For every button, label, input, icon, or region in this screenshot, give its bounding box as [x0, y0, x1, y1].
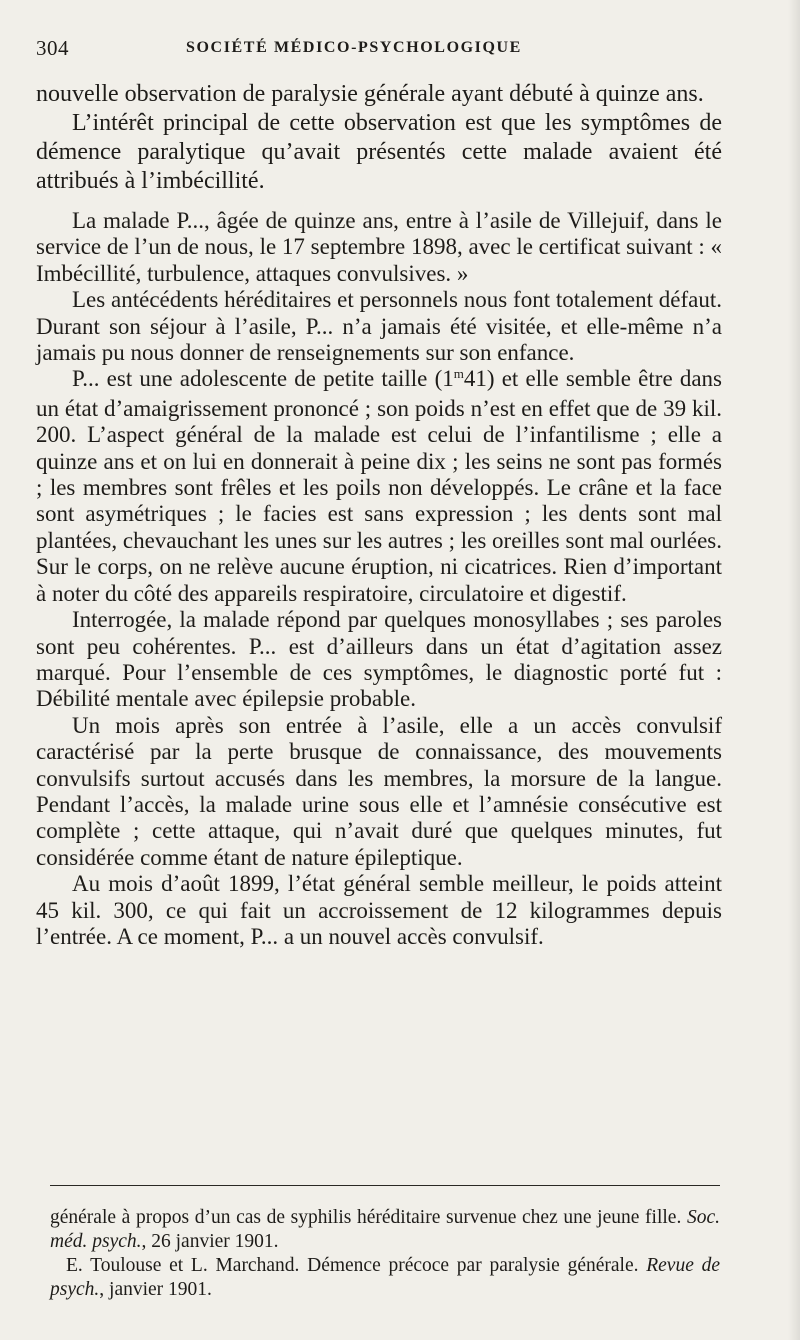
footnotes: [50, 1206, 720, 1302]
body-text: [36, 80, 722, 950]
page-number: 304: [36, 36, 69, 60]
paragraph-examination-start: P... est une adolescente de petite taille (1: [72, 366, 454, 392]
paragraph-continuation: nouvelle observation de paralysie générale ayant débuté à quinze ans.: [36, 81, 704, 107]
paragraph-main-interest: L’intérêt principal de cette observation est que les symptômes de démence paralytique qu’avait présentés cette malade avaient été attribués à l’imbécillité.: [36, 110, 722, 194]
footnote-1-date: , 26 janvier 1901.: [141, 1231, 279, 1252]
footnote-1-journal: Soc. méd. psych.: [50, 1207, 720, 1252]
paragraph-gap: [36, 196, 722, 208]
page-header: [36, 36, 728, 62]
paragraph-examination: [36, 366, 722, 607]
footnote-continuation: [50, 1206, 720, 1254]
footnote-2-journal: Revue de psych.: [50, 1255, 720, 1300]
paragraph-examination-rest: 41) et elle semble être dans un état d’amaigrissement prononcé ; son poids n’est en effet que de 39 kil. 200. L’aspect général de la malade est celui de l’infantilisme ; elle a quinze ans et on lui en donnerait à peine dix ; les seins ne sont pas formés ; les membres sont frêles et les poils non développés. Le crâne et la face sont asymétriques ; le facies est sans expression ; les dents sont mal plantées, chevauchant les unes sur les autres ; les oreilles sont mal ourlées. Sur le corps, on ne relève aucune éruption, ni cicatrices. Rien d’important à noter du côté des appareils respiratoire, circulatoire et digestif.: [36, 366, 722, 606]
paragraph-first-seizure: Un mois après son entrée à l’asile, elle a un accès convulsif caractérisé par la perte brusque de connaissance, des mouvements convulsifs surtout accusés dans les membres, la morsure de la langue. Pendant l’accès, la malade urine sous elle et l’amnésie consécutive est complète ; cette attaque, qui n’avait duré que quelques minutes, fut considérée comme étant de nature épileptique.: [36, 712, 722, 870]
footnote-rule: [50, 1185, 720, 1186]
page-edge-shadow: [788, 0, 800, 1340]
paragraph-antecedents: Les antécédents héréditaires et personnels nous font totalement défaut. Durant son séjour à l’asile, P... n’a jamais été visitée, et elle-même n’a jamais pu nous donner de renseignements sur son enfance.: [36, 287, 722, 366]
height-unit-superscript: m: [453, 366, 464, 382]
footnote-1-text: générale à propos d’un cas de syphilis héréditaire survenue chez une jeune fille.: [50, 1207, 687, 1228]
paragraph-interrogation: Interrogée, la malade répond par quelques monosyllabes ; ses paroles sont peu cohérentes. P... est d’ailleurs dans un état d’agitation assez marqué. Pour l’ensemble de ces symptômes, le diagnostic porté fut : Débilité mentale avec épilepsie probable.: [36, 607, 722, 712]
running-head: SOCIÉTÉ MÉDICO-PSYCHOLOGIQUE: [186, 39, 522, 56]
footnote-2-text: E. Toulouse et L. Marchand. Démence précoce par paralysie générale.: [66, 1255, 647, 1276]
paragraph-august-1899: Au mois d’août 1899, l’état général semble meilleur, le poids atteint 45 kil. 300, ce qui fait un accroissement de 12 kilogrammes depuis l’entrée. A ce moment, P... a un nouvel accès convulsif.: [36, 871, 722, 949]
footnote-2: [50, 1254, 720, 1302]
paragraph-admission: La malade P..., âgée de quinze ans, entre à l’asile de Villejuif, dans le service de l’un de nous, le 17 septembre 1898, avec le certificat suivant : « Imbécillité, turbulence, attaques convulsives. »: [36, 208, 722, 286]
footnote-2-date: , janvier 1901.: [99, 1279, 212, 1300]
